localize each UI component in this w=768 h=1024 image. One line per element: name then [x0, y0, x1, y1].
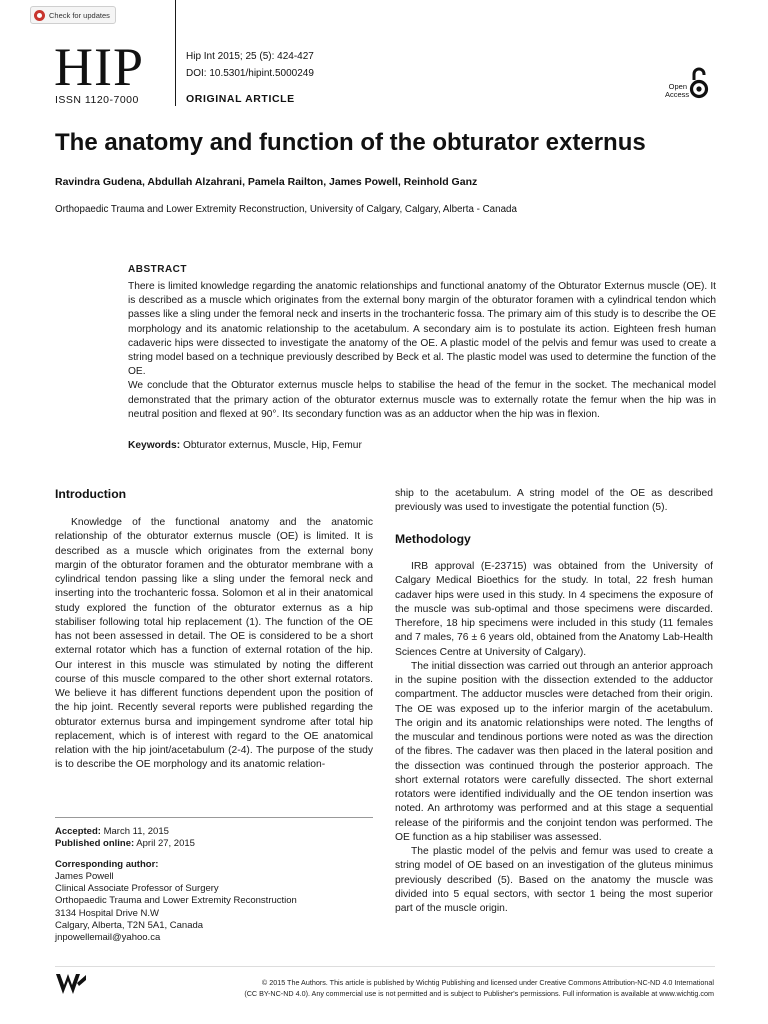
check-for-updates-label: Check for updates [49, 10, 110, 20]
license-notice [150, 978, 714, 999]
introduction-continuation [395, 487, 713, 516]
address-line: 3134 Hospital Drive N.W [55, 907, 160, 919]
methodology-paragraph: The plastic model of the pelvis and femur was used to create a string model of OE based on an investigation of the gluteus minimus previously described (5). Based on the anatomy the muscle was divided into 5 equal sectors, with sector 1 being the most superior part of the muscle origin. [395, 846, 713, 914]
introduction-continuation-text: ship to the acetabulum. A string model of the OE as described previously was used to investigate the potential function (5). [395, 488, 713, 514]
introduction-paragraph: Knowledge of the functional anatomy and the anatomic relationship of the obturator externus muscle (OE) is limited. It is described as a muscle which originates from the external bony margin of the obturator foramen and the obturator membrane with a cylindrical tendon passing like a sling under the femoral neck and inserting into the trochanteric fossa. Solomon et al in their anatomical study explored the function of the obturator externus as a hip stabiliser following total hip replacement (1). The function of the OE has not been assessed in detail. The OE is considered to be a short external rotator which has a function of external rotation of the hip. Our interest in this muscle was stimulated by noting the different course of this muscle compared to the other short external rotators. We believe it has different functions dependent upon the position of the hip joint. Recently several reports were published regarding the obturator externus bursa and impingement syndrome after total hip replacement, which is of interest with regard to the OE anatomical relation with the hip joint/acetabulum (2-4). The purpose of the study is to describe the OE morphology and its anatomic relation- [55, 517, 373, 771]
keywords-label: Keywords: [128, 440, 181, 451]
corresponding-author-label: Corresponding author: [55, 858, 159, 870]
accepted-label: Accepted: [55, 826, 101, 837]
address-line: Clinical Associate Professor of Surgery [55, 883, 219, 895]
abstract-paragraph: There is limited knowledge regarding the anatomic relationships and functional anatomy of the Obturator Externus muscle (OE). It is described as a muscle which originates from the external bony margin of the obturator foramen with a cylindrical tendon which passes like a sling under the femoral neck and inserts in the trochanteric fossa. The primary aim of this study is to describe the OE morphology and its anatomic relationship to the acetabulum. A secondary aim is to postulate its action. Eighteen fresh human cadaveric hips were dissected to investigate the anatomy of the OE. A plastic model of the pelvis and femur was used to create a string model based on a technique previously described by Beck et al. The plastic model was used to determine the function of the OE. [128, 281, 716, 378]
methodology-heading: Methodology [395, 532, 471, 546]
address-line: Orthopaedic Trauma and Lower Extremity Reconstruction [55, 895, 297, 907]
abstract-heading: ABSTRACT [128, 264, 187, 275]
keywords [128, 440, 362, 451]
methodology-body [395, 560, 713, 916]
journal-logo: HIP [54, 37, 145, 97]
accepted-date: March 11, 2015 [103, 826, 169, 837]
keywords-list: Obturator externus, Muscle, Hip, Femur [182, 440, 362, 451]
abstract-body [128, 280, 716, 422]
license-line: © 2015 The Authors. This article is published by Wichtig Publishing and licensed under Creative Commons Attribution-NC-ND 4.0 International [261, 978, 714, 987]
methodology-paragraph: The initial dissection was carried out through an anterior approach in the supine position with the dissection extended to the adductor compartment. The adductor muscles were detached from their origin. The OE was exposed up to the inferior margin of the acetabulum. The origin and its anatomic relationships were noted. The lengths of the muscular and tendinous portions were noted as was the direction of the fibres. The cadaver was then placed in the lateral position and the dissection was continued through the posterior approach. The short external rotators were carefully dissected. The short external rotators were identified individually and the OE tendon insertion was noted. An arthrotomy was performed and at this stage a sequential release of the piriformis and the conjoint tendon was performed. The OE function as a hip stabiliser was assessed. [395, 660, 713, 843]
article-footnotes [55, 826, 297, 945]
article-type: ORIGINAL ARTICLE [186, 93, 295, 105]
address-line: Calgary, Alberta, T2N 5A1, Canada [55, 920, 204, 932]
footer-divider [55, 966, 715, 967]
open-access-line-1: Open [668, 82, 687, 91]
license-line: (CC BY-NC-ND 4.0). Any commercial use is not permitted and is subject to Publisher's permissions. Full information is available at www.wichtig.com [244, 988, 714, 998]
open-access-line-2: Access [665, 90, 690, 99]
crossmark-icon [34, 10, 45, 21]
introduction-body [55, 516, 373, 773]
open-access-badge [665, 66, 713, 104]
methodology-paragraph: IRB approval (E-23715) was obtained from the University of Calgary Medical Bioethics for the study. In total, 22 fresh human cadaver hips were used in this study. In 4 specimens the exposure of the muscle was sub-optimal and those specimens were discarded. Therefore, 18 hip specimens were included in this study (11 females and 7 males, 76 ± 6 years old, obtained from the Anatomy Lab-Health Sciences Centre at University of Calgary). [395, 561, 713, 658]
citation: Hip Int 2015; 25 (5): 424-427 [186, 51, 314, 62]
issn: ISSN 1120-7000 [55, 94, 139, 106]
wichtig-publisher-logo [55, 971, 87, 997]
check-for-updates-button[interactable] [30, 6, 116, 24]
address-line: James Powell [55, 870, 114, 882]
affiliation: Orthopaedic Trauma and Lower Extremity Reconstruction, University of Calgary, Calgary, Alberta - Canada [55, 204, 517, 215]
footnote-divider [55, 817, 373, 818]
open-access-lock-icon [689, 66, 709, 100]
authors: Ravindra Gudena, Abdullah Alzahrani, Pamela Railton, James Powell, Reinhold Ganz [55, 176, 478, 188]
abstract-paragraph: We conclude that the Obturator externus muscle helps to stabilise the head of the femur in the socket. The mechanical model demonstrated that the primary action of the obturator externus muscle was to externally rotate the femur when the hip was in neutral position and flexed at 90°. Its secondary function was as an adductor when the hip was in flexion. [128, 380, 716, 420]
introduction-heading: Introduction [55, 487, 127, 501]
header-divider [175, 0, 176, 106]
article-title: The anatomy and function of the obturator externus [55, 129, 646, 156]
published-date: April 27, 2015 [136, 838, 195, 850]
author-email-link[interactable]: jnpowellemail@yahoo.ca [55, 932, 161, 944]
doi-link[interactable]: DOI: 10.5301/hipint.5000249 [186, 68, 314, 79]
published-label: Published online: [55, 838, 135, 850]
